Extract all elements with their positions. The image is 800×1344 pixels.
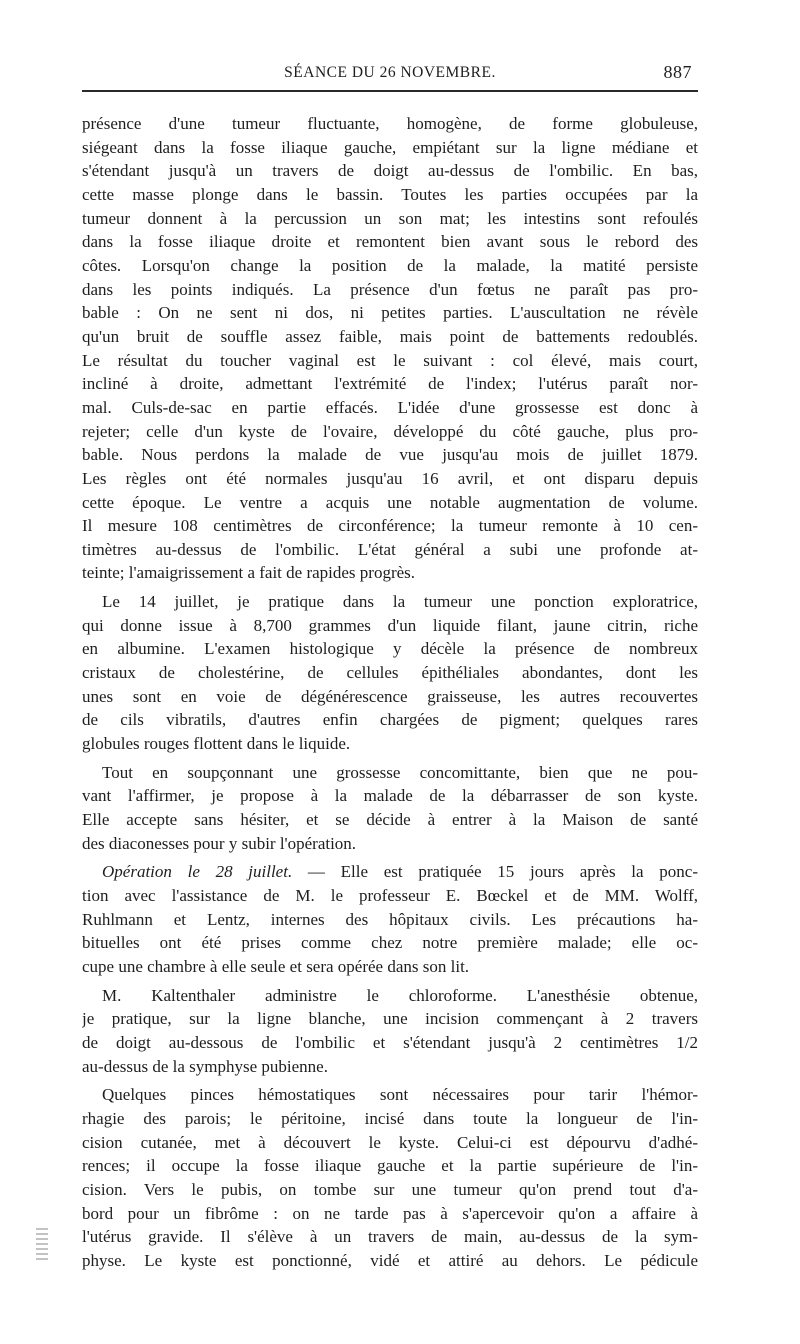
- text-line: de cils vibratils, d'autres enfin chargées de pigment; quelques rares: [82, 710, 698, 730]
- page-number: 887: [663, 62, 692, 82]
- text-line: je pratique, sur la ligne blanche, une incision commençant à 2 travers: [82, 1009, 698, 1029]
- text-line: côtes. Lorsqu'on change la position de la malade, la matité persiste: [82, 255, 698, 275]
- text-line: au-dessus de la symphyse pubienne.: [82, 1056, 328, 1076]
- text-line: mal. Culs-de-sac en partie effacés. L'idée d'une grossesse est donc à: [82, 397, 698, 417]
- text-line: Le résultat du toucher vaginal est le suivant : col élevé, mais court,: [82, 350, 698, 370]
- header-title: SÉANCE DU 26 NOVEMBRE.: [284, 64, 496, 81]
- text-line: cupe une chambre à elle seule et sera opérée dans son lit.: [82, 956, 470, 976]
- paragraph: [82, 1083, 698, 1272]
- text-line: qu'un bruit de souffle assez faible, mais point de battements redoublés.: [82, 326, 698, 346]
- text-line: rences; il occupe la fosse iliaque gauche et la partie supérieure de l'in-: [82, 1156, 698, 1176]
- text-line: en albumine. L'examen histologique y décèle la présence de nombreux: [82, 639, 698, 659]
- text-line: Quelques pinces hémostatiques sont nécessaires pour tarir l'hémor-: [102, 1085, 698, 1105]
- text-line: de doigt au-dessous de l'ombilic et s'étendant jusqu'à 2 centimètres 1/2: [82, 1032, 698, 1052]
- text-line: Elle accepte sans hésiter, et se décide à entrer à la Maison de santé: [82, 810, 698, 830]
- text-line: dans la fosse iliaque droite et remontent bien avant sous le rebord des: [82, 232, 698, 252]
- line-rest: — Elle est pratiquée 15 jours après la ponc-: [292, 862, 698, 882]
- text-line: Il mesure 108 centimètres de circonférence; la tumeur remonte à 10 cen-: [82, 516, 698, 536]
- text-line: cision. Vers le pubis, on tombe sur une tumeur qu'on prend tout d'a-: [82, 1179, 698, 1199]
- text-line: l'utérus gravide. Il s'élève à un travers de main, au-dessus de la sym-: [82, 1227, 698, 1247]
- text-line: tion avec l'assistance de M. le professeur E. Bœckel et de MM. Wolff,: [82, 886, 698, 905]
- text-line: cette masse plonge dans le bassin. Toutes les parties occupées par la: [82, 184, 698, 204]
- margin-mark: [36, 1225, 48, 1285]
- paragraph: [82, 590, 698, 756]
- text-line: s'étendant jusqu'à un travers de doigt au-dessus de l'ombilic. En bas,: [82, 161, 698, 181]
- text-line: cision cutanée, met à découvert le kyste. Celui-ci est dépourvu d'adhé-: [82, 1132, 698, 1152]
- text-line: qui donne issue à 8,700 grammes d'un liquide filant, jaune citrin, riche: [82, 615, 698, 635]
- paragraph: [82, 112, 698, 585]
- text-line: [82, 860, 698, 884]
- text-line: vant l'affirmer, je propose à la malade de la débarrasser de son kyste.: [82, 786, 698, 806]
- italic-lead: Opération le 28 juillet.: [102, 862, 293, 882]
- text-line: siégeant dans la fosse iliaque gauche, empiétant sur la ligne médiane et: [82, 137, 698, 157]
- text-line: Ruhlmann et Lentz, internes des hôpitaux civils. Les précautions ha-: [82, 909, 698, 929]
- header-rule: [82, 90, 698, 92]
- text-line: rhagie des parois; le péritoine, incisé dans toute la longueur de l'in-: [82, 1108, 698, 1128]
- text-line: Le 14 juillet, je pratique dans la tumeur une ponction exploratrice,: [102, 592, 698, 612]
- text-line: des diaconesses pour y subir l'opération.: [82, 833, 357, 853]
- text-line: présence d'une tumeur fluctuante, homogène, de forme globuleuse,: [82, 114, 698, 133]
- text-line: bituelles ont été prises comme chez notre première malade; elle oc-: [82, 933, 698, 953]
- body-text: [82, 112, 698, 1273]
- text-line: timètres au-dessus de l'ombilic. L'état général a subi une profonde at-: [82, 539, 698, 559]
- text-line: Les règles ont été normales jusqu'au 16 avril, et ont disparu depuis: [82, 468, 698, 488]
- book-page: [82, 62, 698, 1273]
- text-line: dans les points indiqués. La présence d'un fœtus ne paraît pas pro-: [82, 279, 698, 299]
- text-line: cristaux de cholestérine, de cellules épithéliales abondantes, dont les: [82, 663, 698, 683]
- paragraph: [82, 860, 698, 978]
- running-header: [82, 62, 698, 86]
- paragraph: [82, 761, 698, 856]
- text-line: Tout en soupçonnant une grossesse concomittante, bien que ne pou-: [102, 762, 698, 782]
- text-line: incliné à droite, admettant l'extrémité de l'index; l'utérus paraît nor-: [82, 374, 698, 394]
- text-line: rejeter; celle d'un kyste de l'ovaire, développé du côté gauche, plus pro-: [82, 421, 698, 441]
- text-line: teinte; l'amaigrissement a fait de rapides progrès.: [82, 563, 416, 583]
- paragraph: [82, 984, 698, 1079]
- text-line: globules rouges flottent dans le liquide.: [82, 734, 351, 754]
- text-line: unes sont en voie de dégénérescence graisseuse, les autres recouvertes: [82, 686, 698, 706]
- text-line: bord pour un fibrôme : on ne tarde pas à s'apercevoir qu'on a affaire à: [82, 1203, 698, 1223]
- text-line: cette époque. Le ventre a acquis une notable augmentation de volume.: [82, 492, 698, 512]
- text-line: M. Kaltenthaler administre le chloroforme. L'anesthésie obtenue,: [102, 985, 698, 1005]
- text-line: bable. Nous perdons la malade de vue jusqu'au mois de juillet 1879.: [82, 445, 698, 465]
- text-line: physe. Le kyste est ponctionné, vidé et attiré au dehors. Le pédicule: [82, 1250, 698, 1270]
- text-line: bable : On ne sent ni dos, ni petites parties. L'auscultation ne révèle: [82, 303, 698, 323]
- text-line: tumeur donnent à la percussion un son mat; les intestins sont refoulés: [82, 208, 698, 228]
